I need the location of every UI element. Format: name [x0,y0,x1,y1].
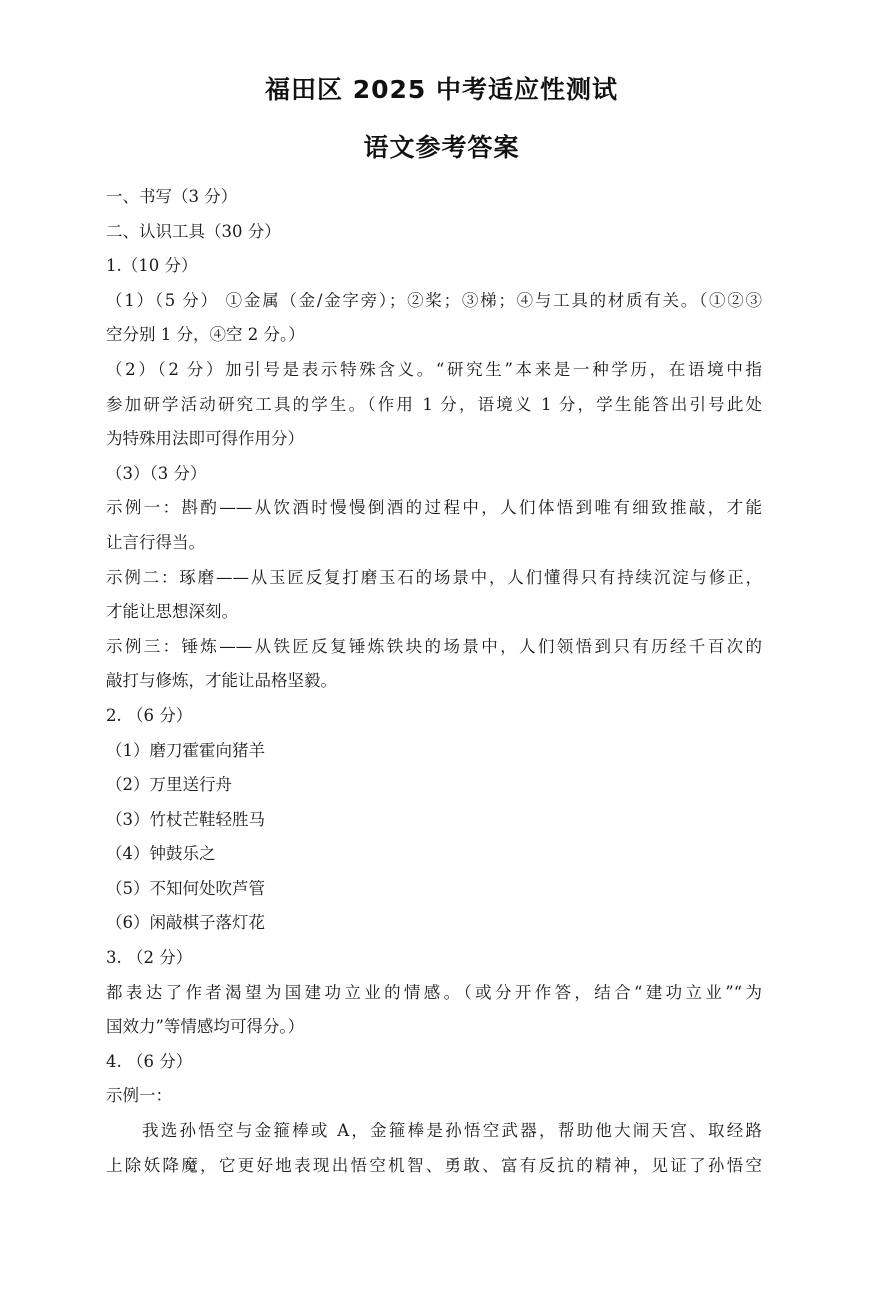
answer-line: （2）万里送行舟 [106,775,232,795]
answer-line: （1）（5 分） ①金属（金/金字旁）；②桨；③梯；④与工具的材质有关。（①②③ [106,290,762,310]
answer-line: 让言行得当。 [106,532,205,552]
answer-line: （4）钟鼓乐之 [106,844,216,864]
answer-line: 二、认识工具（30 分） [106,221,281,241]
answer-line: 才能让思想深刻。 [106,602,238,622]
answer-line: 都表达了作者渴望为国建功立业的情感。（或分开作答，结合“建功立业”“为 [106,982,762,1002]
answer-line: （2）（2 分）加引号是表示特殊含义。“研究生”本来是一种学历，在语境中指 [106,359,762,379]
answer-line: （5）不知何处吹芦管 [106,878,265,898]
answer-line: 一、书写（3 分） [106,187,238,206]
answer-line: 我选孙悟空与金箍棒或 A，金箍棒是孙悟空武器，帮助他大闹天宫、取经路 [142,1121,762,1141]
answer-body [106,180,762,1183]
answer-line: 空分别 1 分，④空 2 分。） [106,325,305,345]
answer-line: （3）（3 分） [106,463,207,483]
document-subtitle: 语文参考答案 [363,133,520,162]
answer-line: （1）磨刀霍霍向猪羊 [106,740,265,760]
answer-line: （3）竹杖芒鞋轻胜马 [106,809,265,829]
answer-line: 2. （6 分） [106,705,193,725]
answer-line: 参加研学活动研究工具的学生。（作用 1 分，语境义 1 分，学生能答出引号此处 [106,394,762,414]
answer-line: 为特殊用法即可得作用分） [106,429,304,449]
answer-line: 1.（10 分） [106,256,198,276]
answer-line: 示例一：斟酌——从饮酒时慢慢倒酒的过程中，人们体悟到唯有细致推敲，才能 [106,498,762,518]
document-title: 福田区 2025 中考适应性测试 [265,75,618,104]
answer-line: 4. （6 分） [106,1051,193,1071]
answer-line: 3. （2 分） [106,948,193,968]
answer-line: 示例二：琢磨——从玉匠反复打磨玉石的场景中，人们懂得只有持续沉淀与修正， [106,567,762,587]
answer-line: 上除妖降魔，它更好地表现出悟空机智、勇敢、富有反抗的精神，见证了孙悟空 [106,1155,762,1175]
answer-line: 示例一： [106,1086,172,1106]
answer-line: 敲打与修炼，才能让品格坚毅。 [106,671,337,691]
answer-line: 国效力”等情感均可得分。） [106,1017,305,1037]
answer-line: 示例三：锤炼——从铁匠反复锤炼铁块的场景中，人们领悟到只有历经千百次的 [106,636,762,656]
answer-line: （6）闲敲棋子落灯花 [106,913,265,933]
